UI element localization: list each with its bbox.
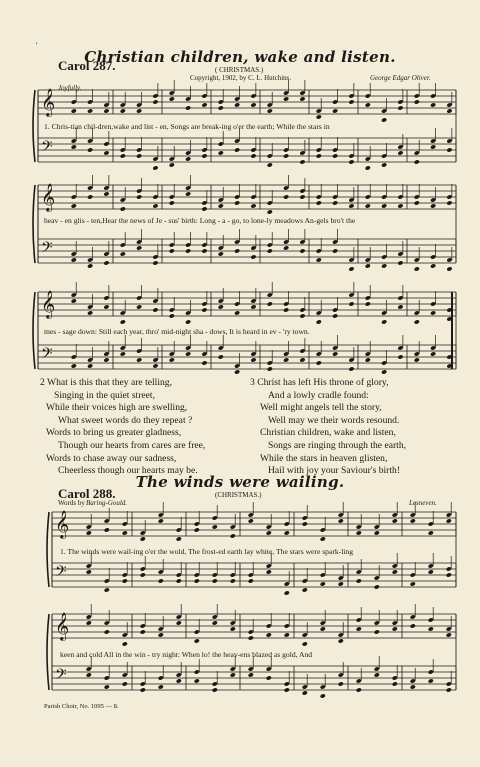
c288-sys1-note (356, 530, 362, 535)
c287-sys2-note (71, 257, 77, 262)
c288-sys2-note (176, 620, 182, 625)
c288-sys2-note (122, 681, 128, 686)
c287-sys3-note (120, 319, 126, 324)
c287-sys2-note (152, 203, 158, 208)
c287-sys1-note (316, 114, 322, 119)
c288-sys2-note (320, 626, 326, 631)
c287-sys3-note (136, 304, 142, 309)
c287-sys3-note (152, 307, 158, 312)
c287-sys2-note (201, 248, 207, 253)
c287-sys3-note (234, 369, 240, 374)
c288-sys2-note (194, 678, 200, 683)
c287-sys2-note (348, 203, 354, 208)
c288-sys1-note (302, 587, 308, 592)
carol-287-tempo: Joyfully. (58, 84, 82, 92)
c287-sys2-note (185, 191, 191, 196)
carol-287-lyric-line-3: mes - sage down: Still each year, thro' mid-night sha - dows, It is heard in ev - 'ry town. (44, 327, 310, 336)
c287-sys2-note (250, 203, 256, 208)
c287-sys1-note (365, 102, 371, 107)
c287-sys3-note (169, 313, 175, 318)
c288-sys1-note (212, 578, 218, 583)
c288-sys2-note (194, 638, 200, 643)
c287-sys1-note (446, 147, 452, 152)
carol-288-tune: Lesneven. (409, 499, 437, 507)
verse-line: 3 Christ has left His throne of glory, (250, 377, 389, 388)
c287-sys2-note (316, 200, 322, 205)
c287-sys1-note (234, 102, 240, 107)
c287-sys1-note (185, 105, 191, 110)
c287-sys3-note (267, 301, 273, 306)
c288-sys2-note (140, 687, 146, 692)
margin-mark: ' (36, 41, 38, 50)
c287-sys3-note (185, 351, 191, 356)
c288-sys2-note (374, 672, 380, 677)
c287-sys3-note (348, 301, 354, 306)
c288-sys1-note (266, 530, 272, 535)
c287-sys3-note (365, 357, 371, 362)
c287-sys3-note (120, 351, 126, 356)
c288-sys1-note (194, 578, 200, 583)
c288-sys2-note (392, 681, 398, 686)
c288-sys2-note (104, 684, 110, 689)
c287-sys1-note (71, 144, 77, 149)
c287-sys1-note (152, 99, 158, 104)
c287-sys2-note (234, 248, 240, 253)
c287-sys1-note (250, 153, 256, 158)
c288-sys2-note (374, 629, 380, 634)
c287-sys1-note (414, 99, 420, 104)
c287-sys3-note (250, 304, 256, 309)
verse-line: Christian children, wake and listen, (260, 427, 396, 439)
c287-sys1-note (201, 102, 207, 107)
verse-line: While their voices high are swelling, (46, 402, 188, 414)
c288-sys1-note (320, 536, 326, 541)
c287-sys3-note (283, 307, 289, 312)
c287-sys1-note (234, 147, 240, 152)
c287-sys1-note (332, 108, 338, 113)
c287-sys1-note (381, 117, 387, 122)
c288-sys1-note (248, 578, 254, 583)
c288-sys1-note (230, 578, 236, 583)
c288-sys1-note (140, 536, 146, 541)
c287-sys2-note (169, 248, 175, 253)
c287-sys2-note (169, 200, 175, 205)
c287-sys1-note (169, 162, 175, 167)
c288-sys1-note (410, 581, 416, 586)
c287-sys1-note (299, 159, 305, 164)
c288-sys2-note (356, 687, 362, 692)
c287-sys3-note (103, 304, 109, 309)
verse-line: 2 What is this that they are telling, (40, 377, 172, 388)
c287-sys2-note (87, 194, 93, 199)
c287-sys1-brace (33, 90, 35, 162)
c287-sys3-note (136, 357, 142, 362)
c288-sys1-note (320, 581, 326, 586)
c288-sys1-note (302, 521, 308, 526)
c287-sys3-note (218, 354, 224, 359)
c287-sys2-note (397, 203, 403, 208)
c287-sys1-note (250, 102, 256, 107)
c287-sys1-note (201, 153, 207, 158)
c288-sys1-note (122, 578, 128, 583)
c288-sys1-note (194, 527, 200, 532)
c287-sys3-note (71, 298, 77, 303)
c288-sys1-note (428, 530, 434, 535)
c288-sys2-note (158, 684, 164, 689)
c287-sys3-note (365, 301, 371, 306)
c288-sys1-note (284, 590, 290, 595)
c287-sys3-note (185, 319, 191, 324)
c288-sys2-note (428, 678, 434, 683)
c288-sys2-note (86, 672, 92, 677)
c288-sys1-note (356, 578, 362, 583)
c287-sys3-note (332, 351, 338, 356)
c288-sys2-note (392, 626, 398, 631)
c287-sys2-note (381, 263, 387, 268)
c288-sys2-note (212, 687, 218, 692)
c287-sys2-note (365, 203, 371, 208)
c288-sys1-note (140, 572, 146, 577)
c287-sys3-note (169, 357, 175, 362)
c287-sys3-note (218, 304, 224, 309)
c287-sys1-note (136, 153, 142, 158)
c287-sys2-note (103, 191, 109, 196)
footer-imprint: Parish Choir, No. 1095 — 8. (44, 703, 119, 710)
c287-sys3-note (152, 363, 158, 368)
c287-sys2-note (414, 266, 420, 271)
c287-sys1-note (152, 165, 158, 170)
c288-sys2-note (104, 629, 110, 634)
c287-sys3-note (397, 304, 403, 309)
c287-sys2-note (218, 251, 224, 256)
c287-sys1-note (414, 159, 420, 164)
c288-sys1-brace (47, 512, 49, 587)
c288-sys1-note (374, 584, 380, 589)
c288-sys2-note (212, 620, 218, 625)
c287-sys3-note (397, 354, 403, 359)
c288-sys2-note (284, 687, 290, 692)
c288-sys2-note (230, 672, 236, 677)
c287-sys2-note (234, 200, 240, 205)
c287-sys1-note (381, 162, 387, 167)
c287-sys1-note (169, 96, 175, 101)
c288-sys1-note (428, 569, 434, 574)
c288-sys1-note (104, 587, 110, 592)
c287-sys1-note (218, 105, 224, 110)
c288-sys2-note (302, 690, 308, 695)
c287-sys3-note (299, 357, 305, 362)
c287-sys1-note (103, 150, 109, 155)
c287-sys1-note (365, 165, 371, 170)
c287-sys1-note (397, 105, 403, 110)
c288-sys2-note (248, 635, 254, 640)
c288-sys1-note (266, 569, 272, 574)
c287-sys3-note (414, 319, 420, 324)
c288-sys2-brace (47, 614, 49, 690)
verse-line: Well might angels tell the story, (260, 402, 382, 414)
c288-sys1-note (176, 536, 182, 541)
verse-line: Cheerless though our hearts may be. (58, 465, 198, 477)
c287-sys2-note (414, 200, 420, 205)
c287-sys2-brace (33, 185, 35, 263)
c288-sys2-note (428, 626, 434, 631)
c287-sys2-note (316, 257, 322, 262)
c287-sys3-note (87, 363, 93, 368)
c288-sys2-treble-clef: 𝄞 (55, 612, 70, 640)
carol-287-copyright: Copyright, 1902, by C. L. Hutchins. (190, 74, 292, 82)
c287-sys1-note (332, 153, 338, 158)
c288-sys2-note (266, 632, 272, 637)
c287-sys1-note (283, 96, 289, 101)
c288-sys2-note (122, 641, 128, 646)
c287-sys2-note (365, 263, 371, 268)
c288-sys1-note (176, 578, 182, 583)
verse-line: Hail with joy your Saviour's birth! (268, 465, 401, 477)
c287-sys1-note (185, 156, 191, 161)
c287-sys2-note (283, 194, 289, 199)
c287-sys2-note (136, 194, 142, 199)
c287-sys1-note (283, 153, 289, 158)
c287-sys2-bass-clef: 𝄢 (41, 239, 53, 260)
c287-sys3-note (430, 310, 436, 315)
c287-sys2-note (120, 206, 126, 211)
c288-sys2-note (302, 641, 308, 646)
c288-sys1-note (374, 530, 380, 535)
c288-sys2-note (446, 632, 452, 637)
c288-sys1-note (158, 518, 164, 523)
c288-sys1-treble-clef: 𝄞 (55, 510, 70, 538)
c287-sys1-note (446, 108, 452, 113)
c287-sys2-note (120, 251, 126, 256)
c287-sys3-treble-clef: 𝄞 (41, 290, 56, 318)
c287-sys2-note (348, 266, 354, 271)
c287-sys1-note (316, 153, 322, 158)
c287-sys2-note (446, 200, 452, 205)
c287-sys1-note (267, 108, 273, 113)
c287-sys1-note (430, 144, 436, 149)
c287-sys2-note (283, 245, 289, 250)
c287-sys1-note (348, 99, 354, 104)
verse-line: Songs are ringing through the earth, (268, 439, 407, 451)
c287-sys3-note (267, 366, 273, 371)
c288-sys2-note (410, 623, 416, 628)
c287-sys1-note (267, 162, 273, 167)
c288-sys1-note (410, 518, 416, 523)
c287-sys2-note (332, 248, 338, 253)
c288-sys1-note (86, 530, 92, 535)
c287-sys3-note (250, 357, 256, 362)
c287-sys3-note (201, 360, 207, 365)
c288-sys1-note (338, 581, 344, 586)
c287-sys1-note (120, 153, 126, 158)
carol-288-category: (CHRISTMAS.) (215, 491, 262, 499)
c288-sys1-note (230, 533, 236, 538)
carol-287-category: ( CHRISTMAS.) (215, 66, 264, 74)
c288-sys1-note (392, 569, 398, 574)
carol-287-lyric-line-2: heav - en glis - ten,Hear the news of Je - sus' birth: Long - a - go, to lone-ly meadows An-gels bro't the (44, 216, 356, 225)
verse-line: While the stars in heaven glisten, (260, 452, 388, 464)
c288-sys1-bass-clef: 𝄢 (55, 563, 67, 584)
c287-sys2-note (201, 206, 207, 211)
c288-sys1-note (104, 527, 110, 532)
c287-sys2-note (267, 248, 273, 253)
carol-287-number: Carol 287. (58, 58, 116, 73)
carol-288-lyric-line-2: keen and cold All in the win - try night: When lo! the heav-ens blazed as gold, And (60, 650, 313, 659)
c287-sys1-note (120, 108, 126, 113)
c287-sys3-bass-clef: 𝄢 (41, 345, 53, 366)
c288-sys2-bass-clef: 𝄢 (55, 666, 67, 687)
c287-sys1-bass-clef: 𝄢 (41, 138, 53, 159)
c287-sys2-note (218, 203, 224, 208)
c287-sys2-note (250, 254, 256, 259)
c287-sys1-treble-clef: 𝄞 (41, 88, 56, 116)
c288-sys2-note (410, 684, 416, 689)
verse-line: Words to chase away our sadness, (46, 452, 177, 464)
c287-sys2-note (430, 203, 436, 208)
c287-sys3-note (332, 313, 338, 318)
c288-sys2-note (338, 681, 344, 686)
c287-sys3-note (316, 360, 322, 365)
c288-sys1-note (284, 530, 290, 535)
c287-sys2-note (299, 248, 305, 253)
verse-line: Singing in the quiet street, (54, 389, 155, 401)
c288-sys2-note (86, 620, 92, 625)
c287-sys1-note (87, 147, 93, 152)
c287-sys3-brace (33, 292, 35, 369)
c287-sys3-note (201, 307, 207, 312)
c287-sys2-note (332, 200, 338, 205)
c288-sys2-note (356, 626, 362, 631)
carol-288-words-by-label: Words by (58, 499, 85, 507)
c287-sys2-note (87, 263, 93, 268)
c287-sys2-note (267, 209, 273, 214)
carol-288-title: The winds were wailing. (135, 473, 345, 491)
carol-287-lyric-line-1: 1. Chris-tian chil-dren,wake and list - en, Songs are break-ing o'er the earth; While the stars in (44, 122, 330, 131)
c287-sys2-note (103, 260, 109, 265)
c287-sys3-note (348, 366, 354, 371)
c287-sys1-note (299, 96, 305, 101)
c287-sys2-note (152, 260, 158, 265)
c287-sys1-note (136, 108, 142, 113)
c287-sys3-note (316, 319, 322, 324)
c288-sys2-note (140, 629, 146, 634)
c287-sys3-note (414, 357, 420, 362)
c287-sys1-note (71, 108, 77, 113)
verse-line: Words to bring us greater gladness, (46, 427, 182, 439)
c287-sys3-note (381, 319, 387, 324)
c287-sys3-note (381, 369, 387, 374)
c288-sys1-note (86, 569, 92, 574)
c287-sys3-note (71, 363, 77, 368)
c288-sys2-note (338, 638, 344, 643)
c288-sys2-note (176, 678, 182, 683)
c288-sys2-note (248, 672, 254, 677)
c287-sys1-note (348, 159, 354, 164)
c287-sys2-note (397, 260, 403, 265)
c288-sys1-note (446, 518, 452, 523)
carol-288-lyric-line-1: 1. The winds were wail-ing o'er the wold, The frost-ed earth lay white, The stars were spark-ling (60, 547, 354, 556)
verse-line: Though our hearts from cares are free, (58, 439, 206, 451)
c287-sys2-note (185, 248, 191, 253)
carol-287-composer: George Edgar Oliver. (370, 74, 431, 82)
c288-sys1-note (122, 530, 128, 535)
c287-sys3-note (234, 310, 240, 315)
c287-sys2-note (136, 245, 142, 250)
c288-sys1-note (446, 572, 452, 577)
c287-sys3-note (283, 357, 289, 362)
c287-sys1-note (103, 108, 109, 113)
c287-sys1-note (87, 108, 93, 113)
c288-sys2-note (158, 632, 164, 637)
c287-sys2-note (446, 266, 452, 271)
c287-sys2-note (430, 263, 436, 268)
c287-sys1-note (218, 150, 224, 155)
carol-288-number: Carol 288. (58, 486, 116, 501)
c287-sys2-note (299, 194, 305, 199)
c288-sys1-note (248, 518, 254, 523)
c287-sys1-note (430, 102, 436, 107)
c288-sys1-note (338, 518, 344, 523)
c288-sys2-note (446, 687, 452, 692)
verse-line: And a lowly cradle found: (268, 389, 369, 401)
c287-sys3-note (299, 313, 305, 318)
c287-sys3-note (430, 351, 436, 356)
c287-sys3-note (87, 310, 93, 315)
c288-sys1-note (158, 578, 164, 583)
c288-sys1-note (392, 518, 398, 523)
c288-sys2-note (266, 675, 272, 680)
carol-288-words-by: Baring-Gould. (86, 499, 128, 507)
c287-sys2-note (71, 203, 77, 208)
c287-sys2-note (381, 203, 387, 208)
c287-sys3-note (103, 357, 109, 362)
c287-sys2-treble-clef: 𝄞 (41, 183, 56, 211)
verse-line: Well may we their words resound. (268, 414, 400, 426)
c288-sys2-note (284, 632, 290, 637)
c288-sys2-note (320, 693, 326, 698)
c288-sys2-note (230, 626, 236, 631)
c287-sys1-note (397, 150, 403, 155)
verse-line: What sweet words do they repeat ? (58, 414, 193, 426)
carol-287-title: Christian children, wake and listen. (84, 48, 396, 66)
c288-sys1-note (212, 524, 218, 529)
